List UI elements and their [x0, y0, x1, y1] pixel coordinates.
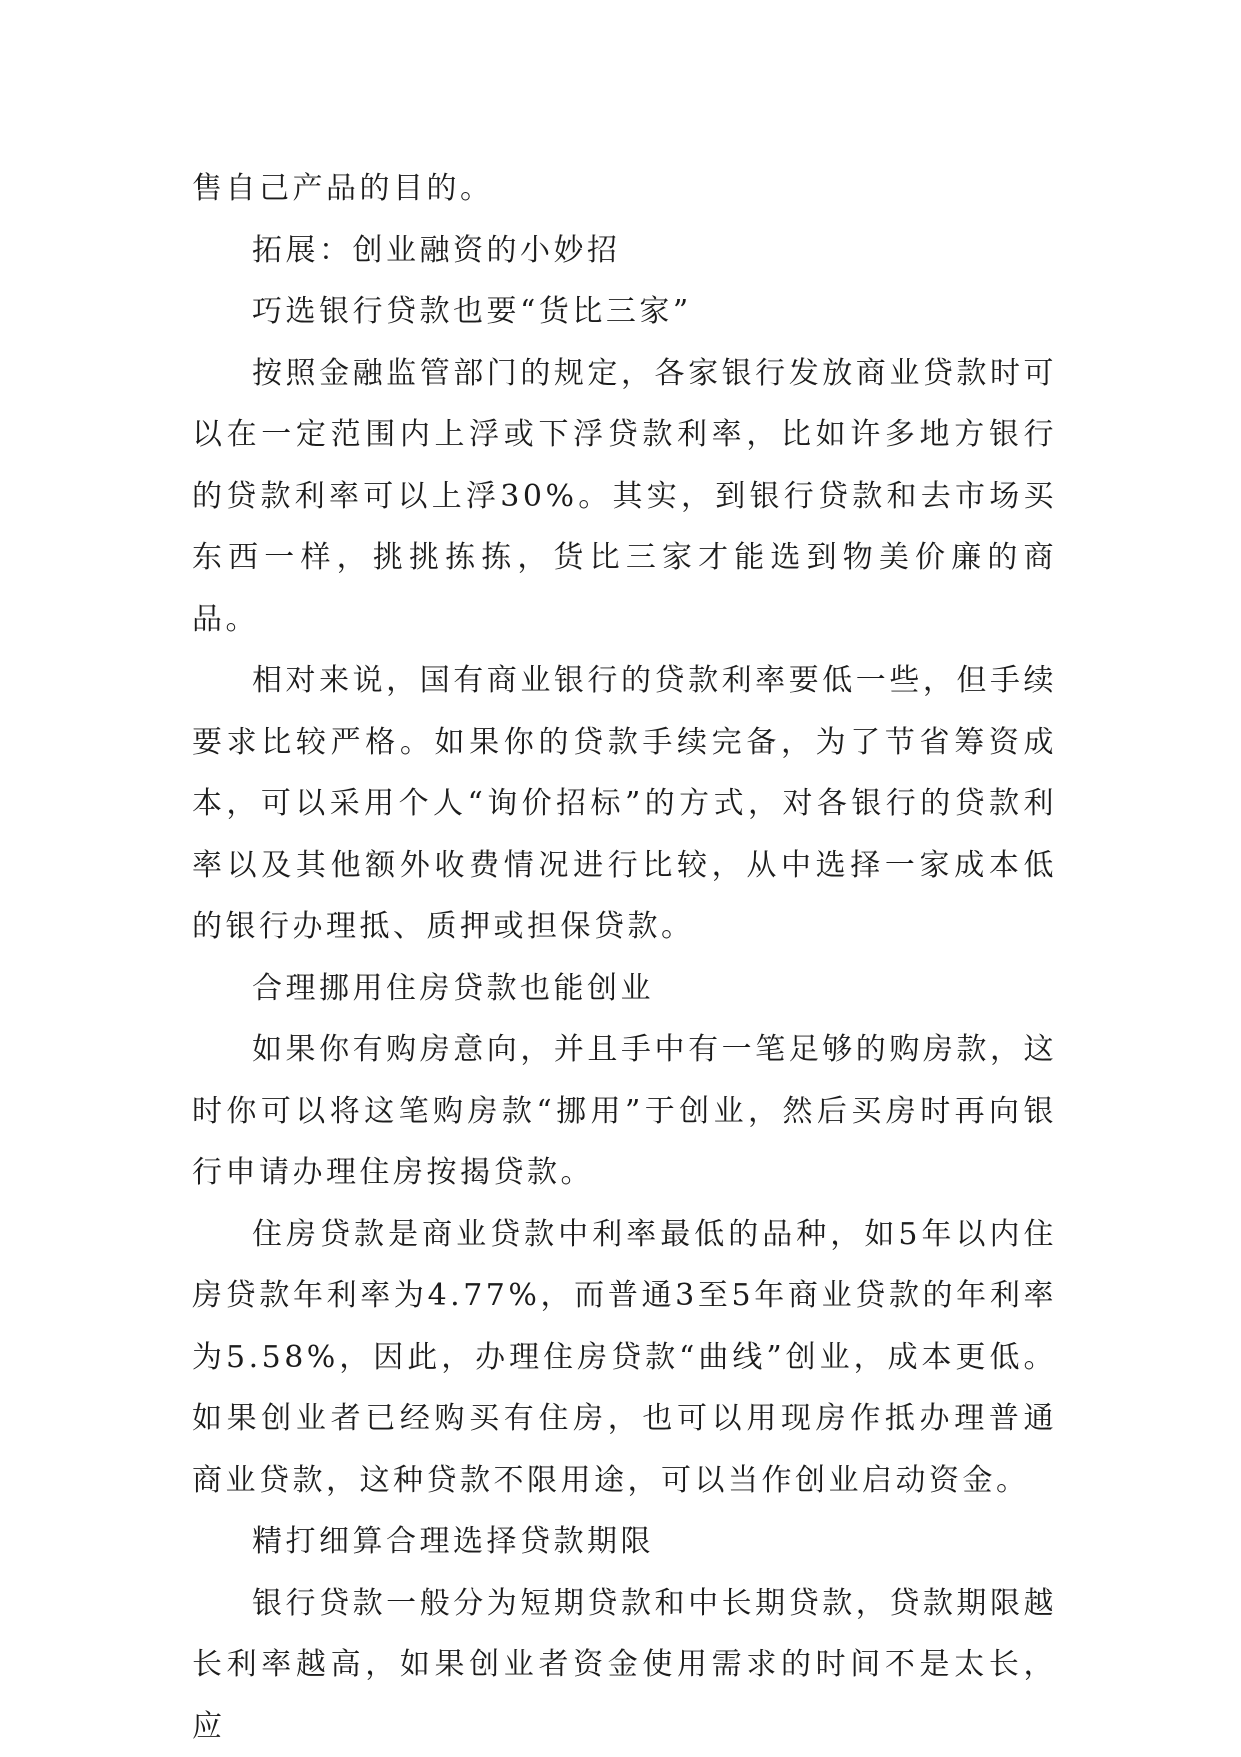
paragraph-loan-term: 银行贷款一般分为短期贷款和中长期贷款，贷款期限越长利率越高，如果创业者资金使用需求的时间不是太长，应 — [192, 1573, 1057, 1757]
section-heading-extension: 拓展：创业融资的小妙招 — [192, 220, 1057, 282]
paragraph-continuation: 售自己产品的目的。 — [192, 158, 1057, 220]
subheading-housing-loans: 合理挪用住房贷款也能创业 — [192, 958, 1057, 1020]
subheading-loan-term: 精打细算合理选择贷款期限 — [192, 1511, 1057, 1573]
document-body — [192, 158, 1057, 1757]
subheading-bank-loans: 巧选银行贷款也要“货比三家” — [192, 281, 1057, 343]
paragraph-state-banks: 相对来说，国有商业银行的贷款利率要低一些，但手续要求比较严格。如果你的贷款手续完备，为了节省筹资成本，可以采用个人“询价招标”的方式，对各银行的贷款利率以及其他额外收费情况进行比较，从中选择一家成本低的银行办理抵、质押或担保贷款。 — [192, 650, 1057, 958]
paragraph-housing-funds: 如果你有购房意向，并且手中有一笔足够的购房款，这时你可以将这笔购房款“挪用”于创业，然后买房时再向银行申请办理住房按揭贷款。 — [192, 1019, 1057, 1204]
paragraph-loan-rates: 按照金融监管部门的规定，各家银行发放商业贷款时可以在一定范围内上浮或下浮贷款利率，比如许多地方银行的贷款利率可以上浮30%。其实，到银行贷款和去市场买东西一样，挑挑拣拣，货比三家才能选到物美价廉的商品。 — [192, 343, 1057, 651]
paragraph-housing-rates: 住房贷款是商业贷款中利率最低的品种，如5年以内住房贷款年利率为4.77%，而普通3至5年商业贷款的年利率为5.58%，因此，办理住房贷款“曲线”创业，成本更低。如果创业者已经购买有住房，也可以用现房作抵办理普通商业贷款，这种贷款不限用途，可以当作创业启动资金。 — [192, 1204, 1057, 1512]
